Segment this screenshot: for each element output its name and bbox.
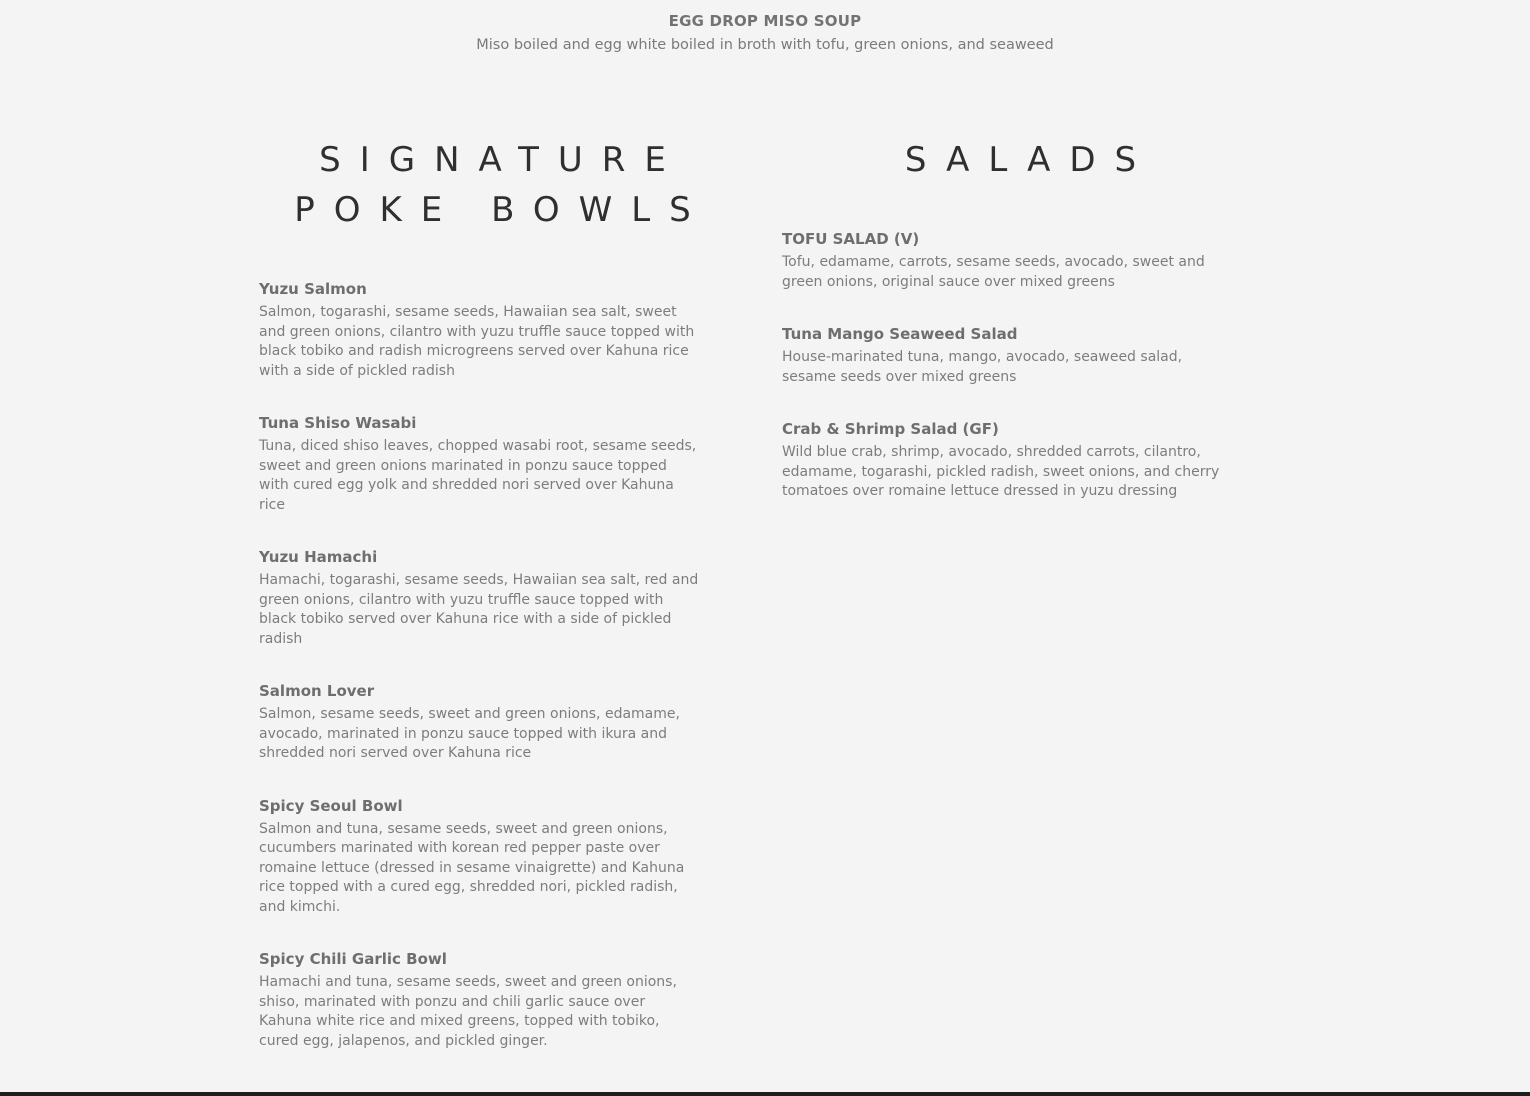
menu-item-name: Tuna Shiso Wasabi [259, 414, 417, 432]
menu-item-description: Wild blue crab, shrimp, avocado, shredded carrots, cilantro, edamame, togarashi, pickled radish, sweet onions, and cherry tomatoes over romaine lettuce dressed in yuzu dressing [782, 444, 1220, 499]
soup-name: EGG DROP MISO SOUP [668, 12, 862, 30]
menu-item-description: House-marinated tuna, mango, avocado, seaweed salad, sesame seeds over mixed greens [782, 349, 1183, 385]
menu-item [259, 795, 701, 918]
menu-item-description: Salmon, sesame seeds, sweet and green onions, edamame, avocado, marinated in ponzu sauce topped with ikura and shredded nori served over Kahuna rice [259, 706, 680, 761]
menu-item-name: Crab & Shrimp Salad (GF) [782, 420, 999, 438]
menu-item-description: Hamachi and tuna, sesame seeds, sweet and green onions, shiso, marinated with ponzu and chili garlic sauce over Kahuna white rice and mixed greens, topped with tobiko, cured egg, jalapenos, and pickled ginger. [259, 974, 677, 1049]
soup-description: Miso boiled and egg white boiled in broth with tofu, green onions, and seaweed [476, 37, 1054, 53]
menu-item-name: TOFU SALAD (V) [782, 230, 920, 248]
menu-item-description: Tofu, edamame, carrots, sesame seeds, avocado, sweet and green onions, original sauce over mixed greens [782, 254, 1205, 290]
poke-heading-line2: POKE BOWLS [294, 190, 710, 230]
salads-list [782, 228, 1224, 533]
menu-item-description: Salmon, togarashi, sesame seeds, Hawaiian sea salt, sweet and green onions, cilantro with yuzu truffle sauce topped with black tobiko and radish microgreens served over Kahuna rice with a side of pickled radish [259, 304, 695, 379]
salads-heading [770, 135, 1290, 185]
menu-item [259, 412, 701, 515]
poke-heading-line1: SIGNATURE [319, 140, 685, 180]
menu-item-name: Tuna Mango Seaweed Salad [782, 325, 1018, 343]
poke-bowls-list [259, 278, 701, 1082]
menu-item [782, 228, 1224, 292]
menu-item [259, 278, 701, 381]
menu-item [782, 418, 1224, 502]
salads-heading-text: SALADS [904, 140, 1156, 180]
menu-item-description: Hamachi, togarashi, sesame seeds, Hawaiian sea salt, red and green onions, cilantro with yuzu truffle sauce topped with black tobiko served over Kahuna rice with a side of pickled radish [259, 572, 699, 647]
bottom-divider [0, 1092, 1530, 1096]
menu-item-name: Spicy Chili Garlic Bowl [259, 950, 447, 968]
menu-item [259, 546, 701, 649]
menu-item-name: Salmon Lover [259, 682, 375, 700]
menu-item [259, 680, 701, 764]
poke-bowls-heading [242, 135, 762, 235]
menu-item-description: Salmon and tuna, sesame seeds, sweet and green onions, cucumbers marinated with korean red pepper paste over romaine lettuce (dressed in sesame vinaigrette) and Kahuna rice topped with a cured egg, shredded nori, pickled radish, and kimchi. [259, 820, 685, 915]
menu-item-name: Yuzu Hamachi [259, 548, 378, 566]
menu-item-name: Yuzu Salmon [259, 280, 367, 298]
soup-section [0, 10, 1530, 58]
menu-item-description: Tuna, diced shiso leaves, chopped wasabi root, sesame seeds, sweet and green onions marinated in ponzu sauce topped with cured egg yolk and shredded nori served over Kahuna rice [259, 438, 697, 513]
menu-item [782, 323, 1224, 387]
menu-item [259, 948, 701, 1051]
menu-item-name: Spicy Seoul Bowl [259, 796, 403, 815]
